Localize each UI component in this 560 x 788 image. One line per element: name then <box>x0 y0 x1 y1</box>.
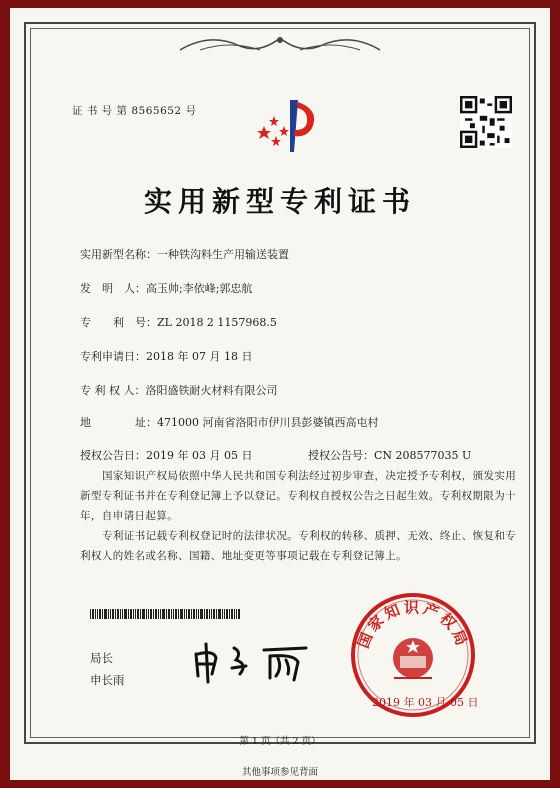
qr-code-icon <box>460 96 512 148</box>
field-announcement-number <box>308 447 471 463</box>
seal-text: 国家知识产权局 <box>354 598 472 651</box>
field-address <box>80 414 379 430</box>
certificate-title: 实用新型专利证书 <box>143 185 416 218</box>
field-inventor <box>80 280 252 296</box>
field-value: 高玉帅;李依峰;郭忠航 <box>146 282 253 295</box>
legal-status-statement: 专利证书记载专利权登记时的法律状况。专利权的转移、质押、无效、终止、恢复和专利权人的姓名或名称、国籍、地址变更等事项记载在专利登记簿上。 <box>80 530 517 562</box>
field-value: 2019 年 03 月 05 日 <box>146 449 253 462</box>
field-label: 实用新型名称： <box>80 248 157 261</box>
see-reverse-note: 其他事项参见背面 <box>241 767 318 778</box>
field-value: ZL 2018 2 1157968.5 <box>157 316 277 329</box>
field-value: 471000 河南省洛阳市伊川县彭婆镇西高屯村 <box>157 416 379 429</box>
seal-date: 2019 年 03 月 05 日 <box>372 696 479 709</box>
field-label: 发 明 人： <box>80 282 146 295</box>
field-label: 授权公告日： <box>80 449 146 462</box>
field-value: 一种铁沟料生产用输送装置 <box>157 248 289 261</box>
field-utility-model-name <box>80 246 289 262</box>
certificate-number: 证 书 号 第 8565652 号 <box>72 105 197 117</box>
barcode-icon <box>90 609 240 619</box>
field-label: 专 利 号： <box>80 316 157 329</box>
field-label: 授权公告号： <box>308 449 374 462</box>
ornament-decoration <box>170 30 390 56</box>
signatory-title: 局长 <box>90 651 113 665</box>
field-label: 专 利 权 人： <box>80 384 146 397</box>
signatory-name: 申长雨 <box>90 673 125 687</box>
field-patent-holder <box>80 382 278 398</box>
field-value: CN 208577035 U <box>374 449 472 462</box>
handwritten-signature <box>190 640 320 684</box>
cnipa-logo-icon <box>254 96 324 156</box>
certificate-sheet <box>10 8 550 780</box>
field-filing-date <box>80 348 252 364</box>
field-patent-number <box>80 314 277 330</box>
grant-statement: 国家知识产权局依照中华人民共和国专利法经过初步审查，决定授予专利权，颁发实用新型专利证书并在专利登记簿上予以登记。专利权自授权公告之日起生效。专利权期限为十年，自申请日起算。 <box>80 470 517 522</box>
field-value: 2018 年 07 月 18 日 <box>146 350 253 363</box>
field-label: 专利申请日： <box>80 350 146 363</box>
field-value: 洛阳盛铁耐火材料有限公司 <box>145 384 278 397</box>
field-announcement-date <box>80 447 252 463</box>
field-label: 地 址： <box>80 416 157 429</box>
page-number: 第 1 页（共 2 页） <box>239 736 321 747</box>
